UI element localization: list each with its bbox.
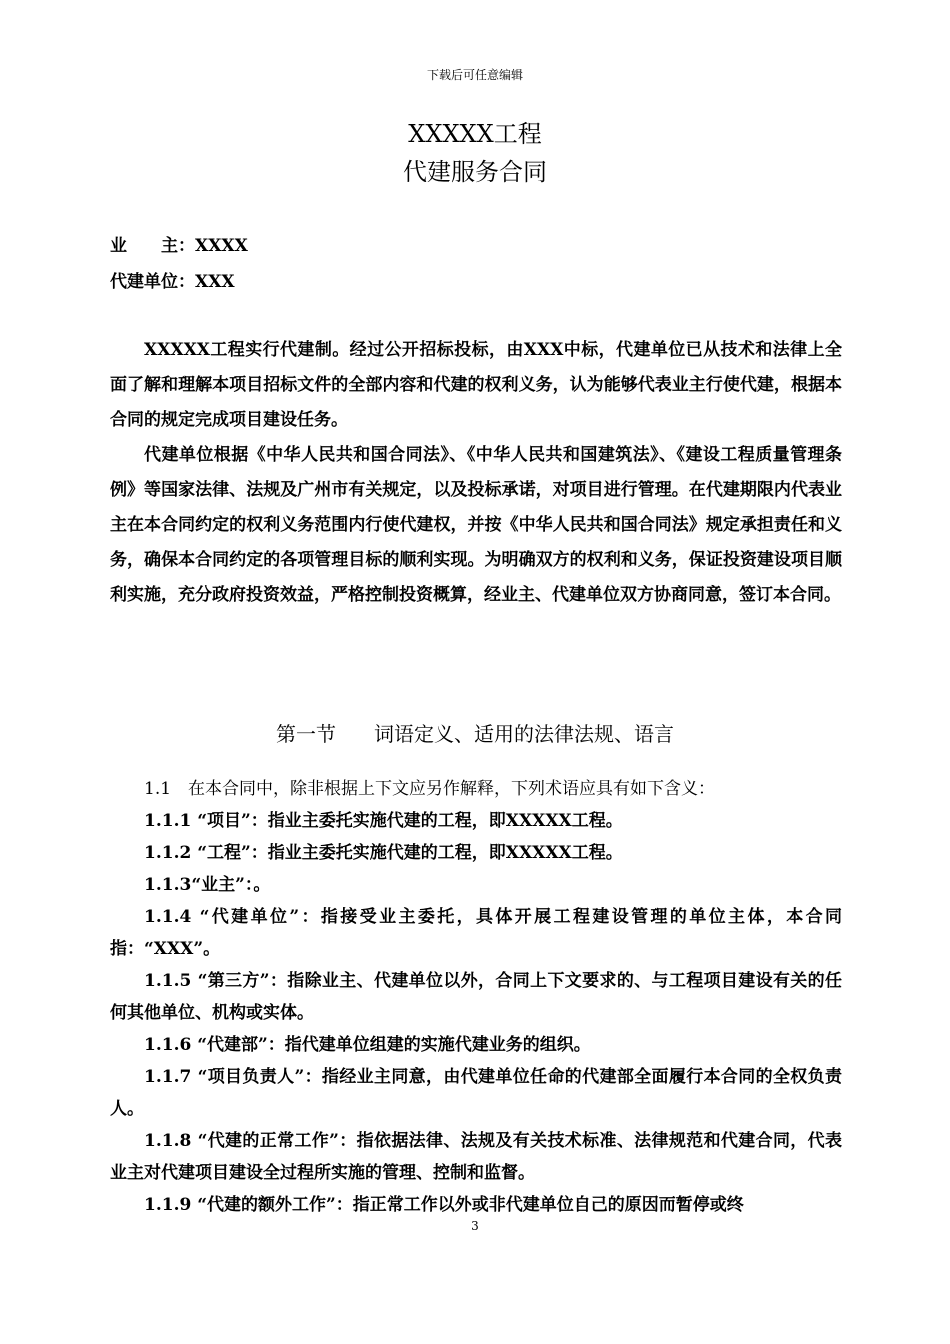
section-heading <box>0 718 950 747</box>
definition-item: 1.1 在本合同中，除非根据上下文应另作解释，下列术语应具有如下含义： <box>144 779 716 799</box>
definitions-block <box>110 773 842 1221</box>
definition-item: 1.1.2 “工程”：指业主委托实施代建的工程，即XXXXX工程。 <box>144 843 623 863</box>
intro-paragraph-2: 代建单位根据《中华人民共和国合同法》、《中华人民共和国建筑法》、《建设工程质量管理条例》等国家法律、法规及广州市有关规定，以及投标承诺，对项目进行管理。在代建期限内代表业主在本合同约定的权利义务范围内行使代建权，并按《中华人民共和国合同法》规定承担责任和义务，确保本合同约定的各项管理目标的顺利实现。为明确双方的权利和义务，保证投资建设项目顺利实施，充分政府投资效益，严格控制投资概算，经业主、代建单位双方协商同意，签订本合同。 <box>110 445 842 605</box>
definition-item: 1.1.3“业主”：。 <box>144 875 271 895</box>
section-title: 词语定义、适用的法律法规、语言 <box>374 722 674 746</box>
section-number: 第一节 <box>276 722 336 746</box>
owner-line: 业 主：XXXX <box>110 236 248 256</box>
definition-item: 1.1.5 “第三方”：指除业主、代建单位以外，合同上下文要求的、与工程项目建设有关的任何其他单位、机构或实体。 <box>110 971 842 1023</box>
definition-item: 1.1.8 “代建的正常工作”：指依据法律、法规及有关技术标准、法律规范和代建合同，代表业主对代建项目建设全过程所实施的管理、控制和监督。 <box>110 1131 842 1183</box>
header-note: 下载后可任意编辑 <box>426 68 523 82</box>
intro-block <box>110 333 842 613</box>
definition-item: 1.1.4 “代建单位”：指接受业主委托，具体开展工程建设管理的单位主体，本合同指：“XXX”。 <box>110 907 842 959</box>
contract-title-line2: 代建服务合同 <box>403 158 547 186</box>
definition-item: 1.1.6 “代建部”：指代建单位组建的实施代建业务的组织。 <box>144 1035 591 1055</box>
page-number: 3 <box>471 1219 479 1233</box>
definition-item: 1.1.1 “项目”：指业主委托实施代建的工程，即XXXXX工程。 <box>144 811 623 831</box>
intro-paragraph-1: XXXXX工程实行代建制。经过公开招标投标，由XXX中标，代建单位已从技术和法律上全面了解和理解本项目招标文件的全部内容和代建的权利义务，认为能够代表业主行使代建，根据本合同的规定完成项目建设任务。 <box>110 340 842 430</box>
definition-item: 1.1.9 “代建的额外工作”：指正常工作以外或非代建单位自己的原因而暂停或终 <box>144 1195 744 1215</box>
definition-item: 1.1.7 “项目负责人”：指经业主同意，由代建单位任命的代建部全面履行本合同的全权负责人。 <box>110 1067 842 1119</box>
contract-title-line1: XXXXX工程 <box>408 120 542 148</box>
agent-line: 代建单位：XXX <box>110 272 235 292</box>
